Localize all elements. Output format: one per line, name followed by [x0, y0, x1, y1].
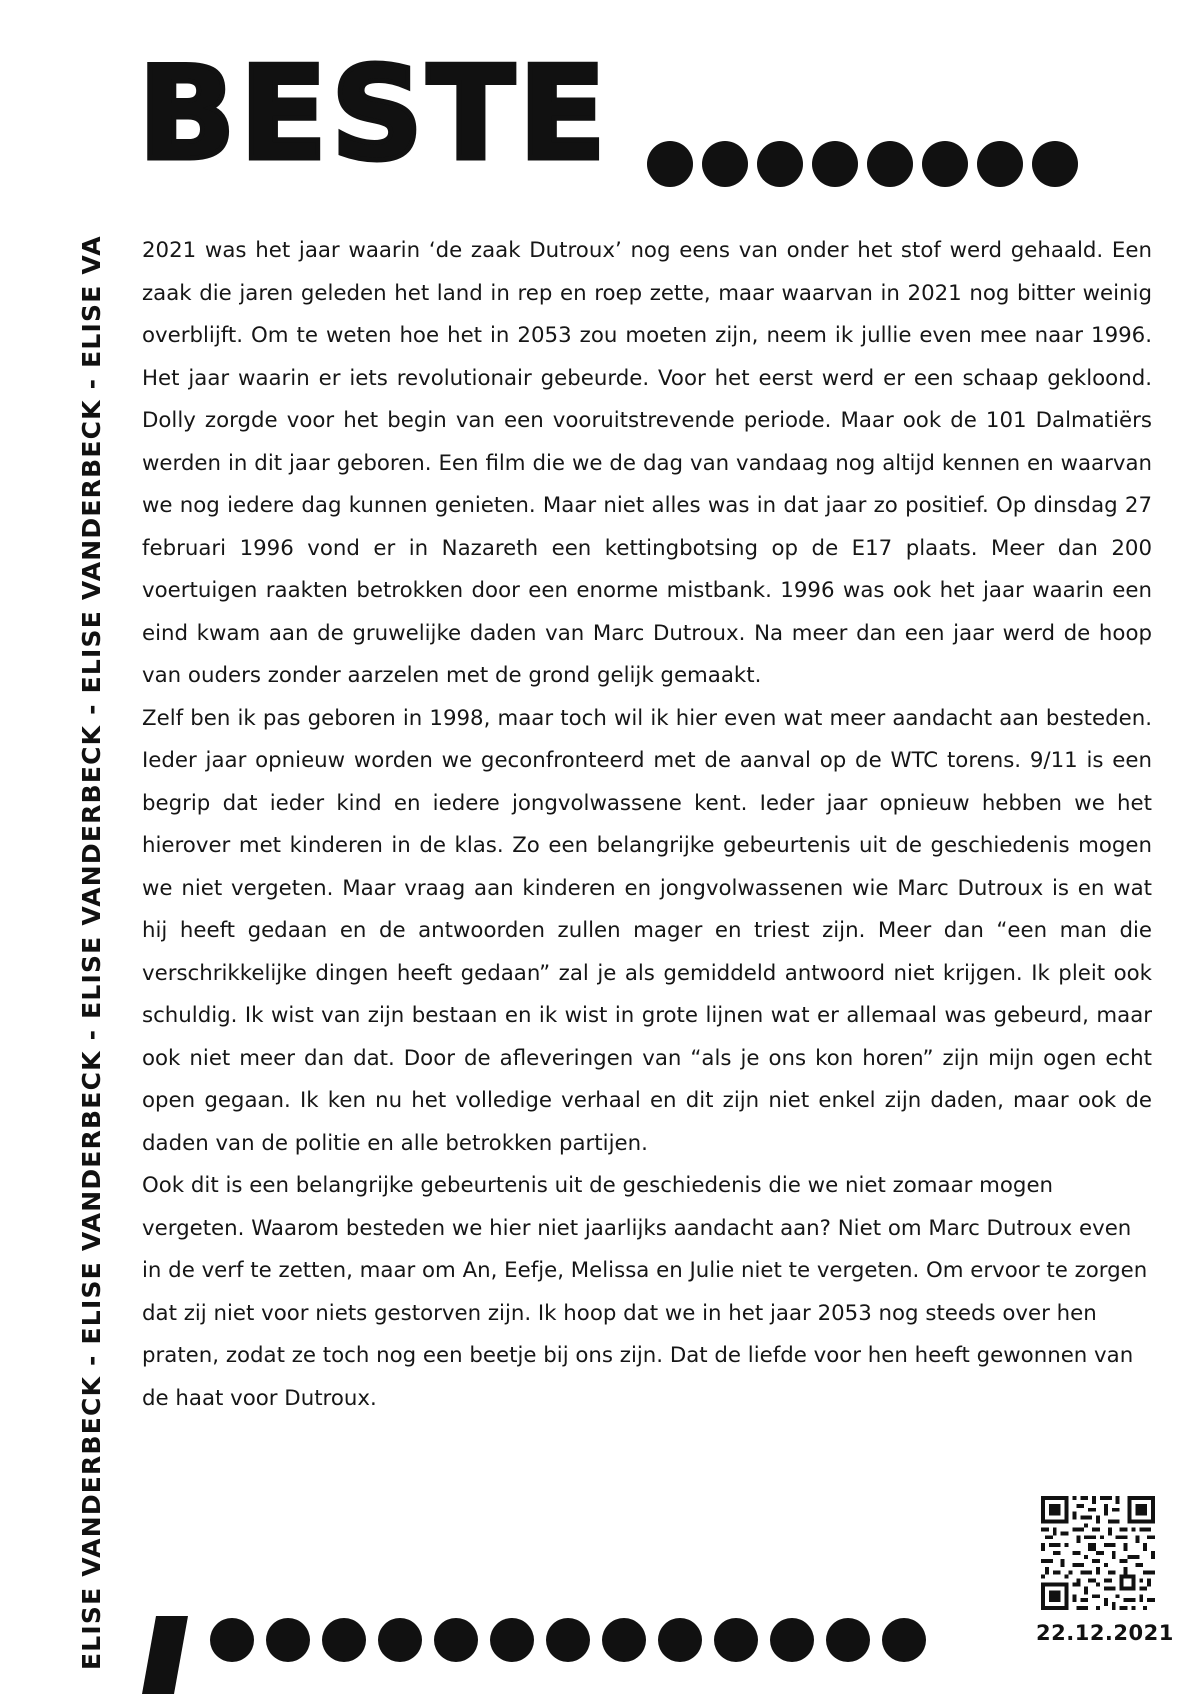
ellipsis-dot: [647, 141, 693, 187]
closing-dot: [770, 1618, 814, 1662]
letter-body: [142, 230, 1152, 1430]
ellipsis-dot: [702, 141, 748, 187]
letter-paragraph: Zelf ben ik pas geboren in 1998, maar toch wil ik hier even wat meer aandacht aan besteden. Ieder jaar opnieuw worden we geconfronteerd met de aanval op de WTC torens. 9/11 is een begrip dat ieder kind en iedere jongvolwassene kent. Ieder jaar opnieuw hebben we het hierover met kinderen in de klas. Zo een belangrijke gebeurtenis uit de geschiedenis mogen we niet vergeten. Maar vraag aan kinderen en jongvolwassenen wie Marc Dutroux is en wat hij heeft gedaan en de antwoorden zullen mager en triest zijn. Meer dan “een man die verschrikkelijke dingen heeft gedaan” zal je als gemiddeld antwoord niet krijgen. Ik pleit ook schuldig. Ik wist van zijn bestaan en ik wist in grote lijnen wat er allemaal was gebeurd, maar ook niet meer dan dat. Door de afleveringen van “als je ons kon horen” zijn mijn ogen echt open gegaan. Ik ken nu het volledige verhaal en dit zijn niet enkel zijn daden, maar ook de daden van de politie en alle betrokken partijen.: [142, 705, 1152, 1156]
page-title: BESTE: [138, 40, 610, 189]
ellipsis-dot: [867, 141, 913, 187]
closing-dot: [546, 1618, 590, 1662]
closing-dot: [602, 1618, 646, 1662]
letter-date: 22.12.2021: [1036, 1621, 1174, 1645]
ellipsis-dot: [922, 141, 968, 187]
ellipsis-dot: [1032, 141, 1078, 187]
side-strip: [0, 0, 108, 1697]
comma-mark: [142, 1614, 202, 1694]
ellipsis-dot: [812, 141, 858, 187]
closing-dot: [322, 1618, 366, 1662]
closing-dot: [266, 1618, 310, 1662]
closing-dot: [378, 1618, 422, 1662]
qr-code-icon[interactable]: [1041, 1496, 1155, 1610]
closing-dot: [714, 1618, 758, 1662]
author-name-strip: ELISE VANDERBECK - ELISE VANDERBECK - ELISE VANDERBECK - ELISE VANDERBECK - ELISE VA: [77, 235, 106, 1670]
letter-paragraph: Ook dit is een belangrijke gebeurtenis uit de geschiedenis die we niet zomaar mogen vergeten. Waarom besteden we hier niet jaarlijks aandacht aan? Niet om Marc Dutroux even in de verf te zetten, maar om An, Eefje, Melissa en Julie niet te vergeten. Om ervoor te zorgen dat zij niet voor niets gestorven zijn. Ik hoop dat we in het jaar 2053 nog steeds over hen praten, zodat ze toch nog een beetje bij ons zijn. Dat de liefde voor hen heeft gewonnen van de haat voor Dutroux.: [142, 1173, 1148, 1411]
letter-paragraph: 2021 was het jaar waarin ‘de zaak Dutroux’ nog eens van onder het stof werd gehaald. Een zaak die jaren geleden het land in rep en roep zette, maar waarvan in 2021 nog bitter weinig overblijft. Om te weten hoe het in 2053 zou moeten zijn, neem ik jullie even mee naar 1996. Het jaar waarin er iets revolutionair gebeurde. Voor het eerst werd er een schaap gekloond. Dolly zorgde voor het begin van een vooruitstrevende periode. Maar ook de 101 Dalmatiërs werden in dit jaar geboren. Een film die we de dag van vandaag nog altijd kennen en waarvan we nog iedere dag kunnen genieten. Maar niet alles was in dat jaar zo positief. Op dinsdag 27 februari 1996 vond er in Nazareth een kettingbotsing op de E17 plaats. Meer dan 200 voertuigen raakten betrokken door een enorme mistbank. 1996 was ook het jaar waarin een eind kwam aan de gruwelijke daden van Marc Dutroux. Na meer dan een jaar werd de hoop van ouders zonder aarzelen met de grond gelijk gemaakt.: [142, 238, 1152, 688]
ellipsis-dot: [977, 141, 1023, 187]
closing-dot: [826, 1618, 870, 1662]
closing-dot: [210, 1618, 254, 1662]
closing-dot: [434, 1618, 478, 1662]
closing-dot: [882, 1618, 926, 1662]
ellipsis-dot: [757, 141, 803, 187]
closing-dot: [490, 1618, 534, 1662]
closing-dot: [658, 1618, 702, 1662]
